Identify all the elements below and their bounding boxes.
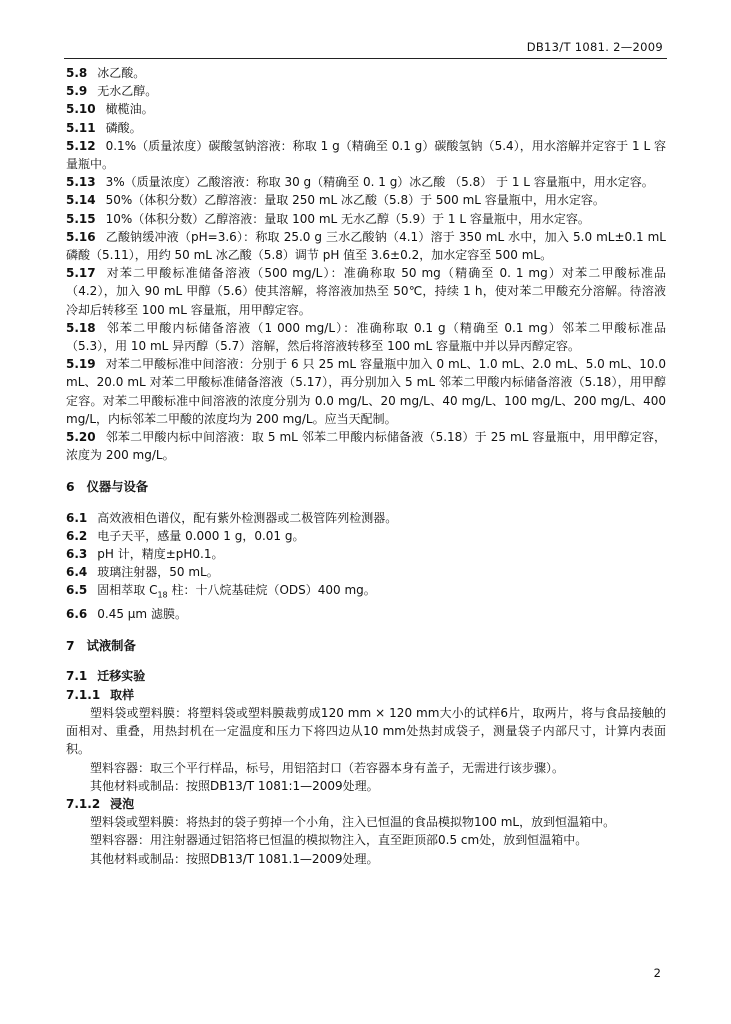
reagent-item: 5.12 0.1%（质量浓度）碳酸氢钠溶液：称取 1 g（精确至 0.1 g）碳酸氢钠（5.4），用水溶解并定容于 1 L 容量瓶中。 [66,138,666,172]
reagent-item: 5.16 乙酸钠缓冲液（pH=3.6）：称取 25.0 g 三水乙酸钠（4.1）溶于 350 mL 水中，加入 5.0 mL±0.1 mL 磷酸（5.11），用约 50 mL 冰乙酸（5.8）调节 pH 值至 3.6±0.2，加水定容至 500 mL。 [66,229,666,263]
reagent-item: 5.14 50%（体积分数）乙醇溶液：量取 250 mL 冰乙酸（5.8）于 500 mL 容量瓶中，用水定容。 [66,193,605,208]
section-6-heading: 6 仪器与设备 [66,480,149,495]
document-code: DB13/T 1081. 2—2009 [526,40,663,54]
list-item: 6.4 玻璃注射器，50 mL。 [66,565,219,580]
list-item: 6.5 固相萃取 $C_{18}$ 柱：十八烷基硅烷（ODS）400 mg。 [66,583,376,600]
reagent-item: 5.8 冰乙酸。 [66,66,146,80]
reagent-item: 5.15 10%（体积分数）乙醇溶液：量取 100 mL 无水乙醇（5.9）于 1 L 容量瓶中，用水定容。 [66,211,590,226]
reagent-item: 5.10 橄榄油。 [66,102,154,117]
paragraph: 塑料容器：用注射器通过铝箔将已恒温的模拟物注入，直至距顶部0.5 cm处，放到恒温箱中。 [90,833,588,848]
paragraph: 其他材料或制品：按照DB13/T 1081:1—2009处理。 [90,778,379,793]
reagent-list [66,64,666,464]
page-content [66,64,666,868]
paragraph: 其他材料或制品：按照DB13/T 1081.1—2009处理。 [90,851,379,866]
paragraph: 塑料容器：取三个平行样品，标号，用铝箔封口（若容器本身有盖子，无需进行该步骤）。 [90,760,565,775]
list-item: 6.2 电子天平，感量 0.000 1 g，0.01 g。 [66,528,305,543]
paragraph: 塑料袋或塑料膜：将塑料袋或塑料膜裁剪成120 mm × 120 mm大小的试样6片，取两片，将与食品接触的面相对、重叠，用热封机在一定温度和压力下将四边从10 mm处热封成袋子，测量袋子内部尺寸，计算内表面积。 [66,705,666,757]
section-7-heading: 7 试液制备 [66,639,136,654]
reagent-item: 5.19 对苯二甲酸标准中间溶液：分别于 6 只 25 mL 容量瓶中加入 0 mL、1.0 mL、2.0 mL、5.0 mL、10.0 mL、20.0 mL 对苯二甲酸标准储备溶液（5.17），再分别加入 5 mL 邻苯二甲酸内标储备溶液（5.18），用甲醇定容。对苯二甲酸标准中间溶液的浓度分别为 0.0 mg/L、20 mg/L、40 mg/L、100 mg/L、200 mg/L、400 mg/L，内标邻苯二甲酸的浓度均为 200 mg/L。应当天配制。 [66,357,666,426]
reagent-item: 5.20 邻苯二甲酸内标中间溶液：取 5 mL 邻苯二甲酸内标储备液（5.18）于 25 mL 容量瓶中，用甲醇定容，浓度为 200 mg/L。 [66,430,666,463]
reagent-item: 5.17 对苯二甲酸标准储备溶液（500 mg/L）：准确称取 50 mg（精确至 0. 1 mg）对苯二甲酸标准品（4.2），加入 90 mL 甲醇（5.6）使其溶解，将溶液加热至 50℃，持续 1 h，使对苯二甲酸充分溶解。待溶液冷却后转移至 100 mL 容量瓶，用甲醇定容。 [66,266,666,317]
list-item: 6.3 pH 计，精度±pH0.1。 [66,547,224,562]
header-rule [64,58,667,59]
reagent-item: 5.13 3%（质量浓度）乙酸溶液：称取 30 g（精确至 0. 1 g）冰乙酸 （5.8） 于 1 L 容量瓶中，用水定容。 [66,175,654,190]
list-item: 6.1 高效液相色谱仪，配有紫外检测器或二极管阵列检测器。 [66,510,398,525]
page-number: 2 [653,966,661,980]
list-item: 6.6 0.45 μm 滤膜。 [66,607,187,622]
reagent-item: 5.11 磷酸。 [66,120,142,135]
subsection-7-1-1-heading: 7.1.1 取样 [66,687,135,702]
paragraph: 塑料袋或塑料膜：将热封的袋子剪掉一个小角，注入已恒温的食品模拟物100 mL，放到恒温箱中。 [90,815,616,830]
subsection-7-1-2-heading: 7.1.2 浸泡 [66,796,135,811]
equipment-list [66,509,666,624]
subsection-7-1-heading: 7.1 迁移实验 [66,669,146,684]
reagent-item: 5.18 邻苯二甲酸内标储备溶液（1 000 mg/L）：准确称取 0.1 g（精确至 0.1 mg）邻苯二甲酸标准品（5.3），用 10 mL 异丙醇（5.7）溶解，然后将溶液转移至 100 mL 容量瓶中并以异丙醇定容。 [66,320,666,354]
reagent-item: 5.9 无水乙醇。 [66,84,158,99]
